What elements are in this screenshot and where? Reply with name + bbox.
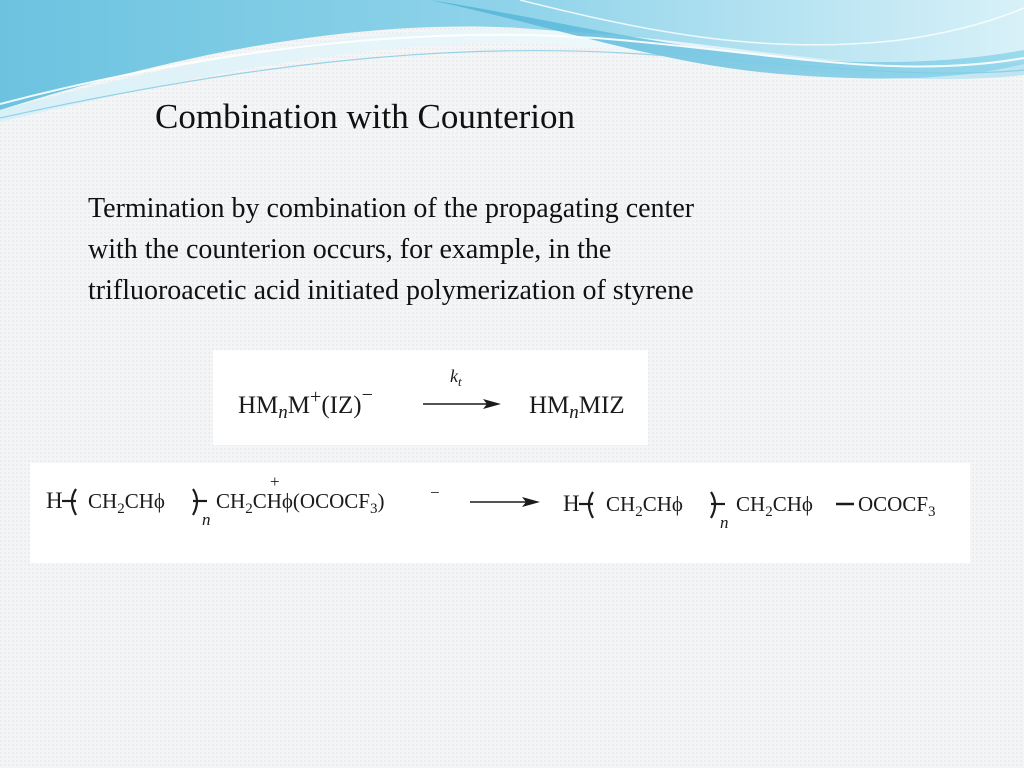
reaction-arrow [423, 399, 501, 409]
reactant-repeat-unit: $CH_2CH\phi$ [88, 489, 165, 517]
left-bracket [62, 489, 76, 515]
body-line: Termination by combination of the propagating center [88, 193, 695, 224]
reaction-arrow [470, 497, 540, 507]
rate-constant-k: k [450, 366, 458, 386]
reactant-hm: HM [238, 392, 279, 419]
reactant-end-group: $CH_2CH\phi(OCOCF_3)$ [216, 489, 385, 517]
reactant-h: H [46, 488, 63, 513]
left-bracket [579, 492, 593, 518]
reactant-n-subscript: n [202, 510, 211, 529]
styrene-termination-equation [30, 463, 970, 563]
product-n-subscript: n [720, 513, 729, 532]
counterion: (IZ) [321, 392, 362, 419]
svg-text:HMnM+(IZ)− [238, 384, 373, 423]
general-termination-equation [213, 350, 648, 445]
reactant-n-subscript: n [278, 402, 288, 423]
slide-title: Combination with Counterion [155, 97, 575, 136]
product-n-subscript: n [569, 402, 579, 423]
counterion-charge: − [430, 483, 440, 502]
counterion-charge: − [361, 384, 373, 406]
svg-text:kt [450, 366, 462, 389]
product-repeat-unit: $CH_2CH\phi$ [606, 492, 683, 520]
product-ester-group: $OCOCF_3$ [858, 492, 936, 520]
rate-constant-subscript: t [458, 374, 462, 389]
product-rest: MIZ [578, 392, 625, 419]
reactant-m: M [287, 392, 311, 419]
carbocation-charge: + [270, 472, 280, 491]
reactant-charge: + [310, 386, 322, 408]
svg-text:HMnMIZ [529, 392, 625, 423]
body-line: with the counterion occurs, for example, in the [88, 234, 612, 265]
product-hm: HM [529, 392, 570, 419]
product-h: H [563, 491, 580, 516]
body-paragraph [88, 188, 848, 311]
body-line: trifluoroacetic acid initiated polymerization of styrene [88, 275, 694, 306]
product-end-unit: $CH_2CH\phi$ [736, 492, 813, 520]
